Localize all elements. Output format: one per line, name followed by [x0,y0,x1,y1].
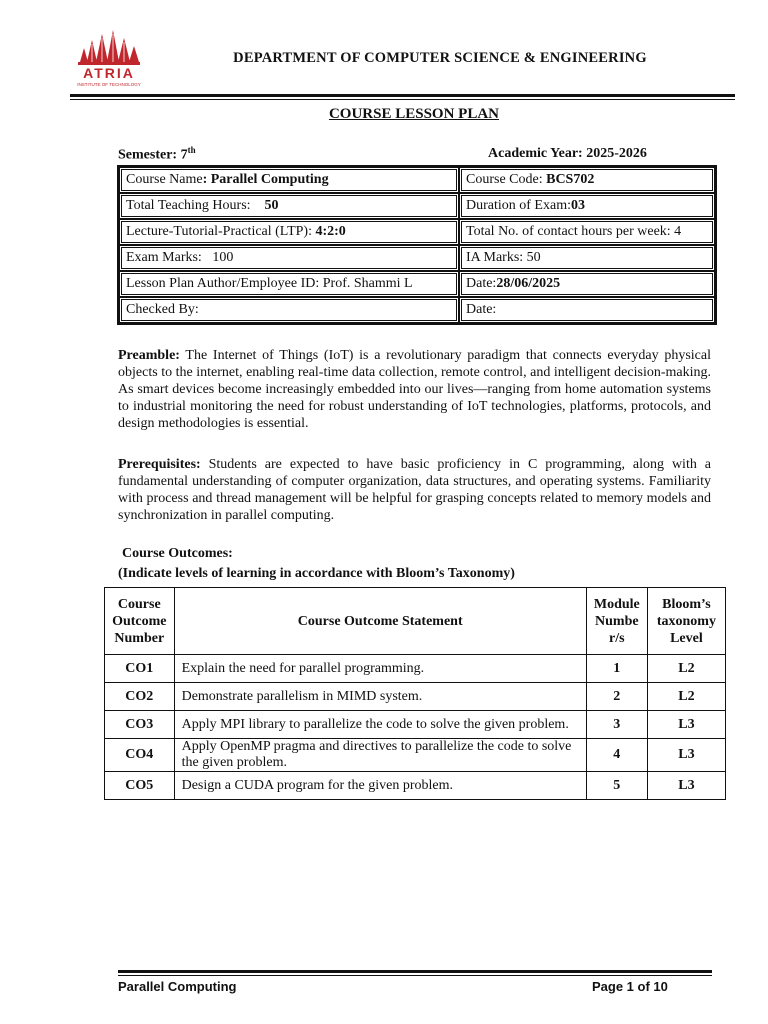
co-level: L2 [647,683,725,711]
course-outcomes-subheading: (Indicate levels of learning in accordance with Bloom’s Taxonomy) [118,566,515,581]
table-row [119,193,715,219]
co-module: 5 [586,772,647,800]
co-module: 4 [586,739,647,772]
footer-rule-thin [118,975,712,976]
checked-by-cell: Checked By: [119,297,459,323]
co-level: L3 [647,711,725,739]
page-title: COURSE LESSON PLAN [328,106,500,122]
co-number: CO3 [105,711,175,739]
co-number: CO2 [105,683,175,711]
prerequisites-paragraph: Prerequisites: Students are expected to have basic proficiency in C programming, along with a fundamental understanding of computer organization, data structures, and operating systems. Familiarity with process and thread management will be helpful for grasping concepts related to memory models and synchronization in parallel computing. [118,457,711,523]
table-row [119,271,715,297]
column-header: Course Outcome Number [105,588,175,655]
footer-course-name: Parallel Computing [118,979,237,994]
semester: Semester: 7th [118,145,196,163]
table-header-row [105,588,726,655]
column-header: Course Outcome Statement [174,588,586,655]
footer-rule [118,970,712,973]
co-module: 3 [586,711,647,739]
teaching-hours-cell: Total Teaching Hours: 50 [119,193,459,219]
page-number: Page 1 of 10 [592,979,668,994]
contact-hours-cell: Total No. of contact hours per week: 4 [459,219,715,245]
table-row [119,167,715,193]
co-number: CO5 [105,772,175,800]
co-number: CO4 [105,739,175,772]
co-number: CO1 [105,655,175,683]
course-outcomes-heading: Course Outcomes: [122,546,233,561]
co-statement: Apply MPI library to parallelize the code to solve the given problem. [174,711,586,739]
table-row [105,655,726,683]
ia-marks-cell: IA Marks: 50 [459,245,715,271]
table-row [119,219,715,245]
ltp-cell: Lecture-Tutorial-Practical (LTP): 4:2:0 [119,219,459,245]
co-level: L3 [647,739,725,772]
header-rule-thin [70,99,735,100]
co-statement: Explain the need for parallel programming. [174,655,586,683]
co-level: L2 [647,655,725,683]
academic-year: Academic Year: 2025-2026 [488,146,647,161]
exam-duration-cell: Duration of Exam:03 [459,193,715,219]
course-info-table [117,165,717,325]
co-statement: Apply OpenMP pragma and directives to parallelize the code to solve the given problem. [174,739,586,772]
course-name-cell: Course Name: Parallel Computing [119,167,459,193]
table-row [105,772,726,800]
institute-logo [70,28,148,90]
logo-text: ATRIA [83,65,135,81]
course-outcomes-table [104,587,726,800]
header-rule [70,94,735,97]
co-statement: Demonstrate parallelism in MIMD system. [174,683,586,711]
author-cell: Lesson Plan Author/Employee ID: Prof. Shammi L [119,271,459,297]
table-row [105,683,726,711]
table-row [119,297,715,323]
checked-date-cell: Date: [459,297,715,323]
course-code-cell: Course Code: BCS702 [459,167,715,193]
column-header: Bloom’s taxonomy Level [647,588,725,655]
table-row [105,711,726,739]
table-row [119,245,715,271]
co-module: 1 [586,655,647,683]
co-module: 2 [586,683,647,711]
co-statement: Design a CUDA program for the given problem. [174,772,586,800]
logo-subtext: INSTITUTE OF TECHNOLOGY [77,82,141,87]
department-title: DEPARTMENT OF COMPUTER SCIENCE & ENGINEERING [233,50,647,66]
date-cell: Date:28/06/2025 [459,271,715,297]
column-header: Module Numbe r/s [586,588,647,655]
preamble-paragraph: Preamble: The Internet of Things (IoT) is a revolutionary paradigm that connects everyday physical objects to the internet, enabling real-time data collection, remote control, and intelligent decision-making. As smart devices become increasingly embedded into our lives—ranging from home automation systems to industrial monitoring the need for robust understanding of IoT technologies, platforms, protocols, and design methodologies is essential. [118,348,711,431]
table-row [105,739,726,772]
exam-marks-cell: Exam Marks: 100 [119,245,459,271]
co-level: L3 [647,772,725,800]
